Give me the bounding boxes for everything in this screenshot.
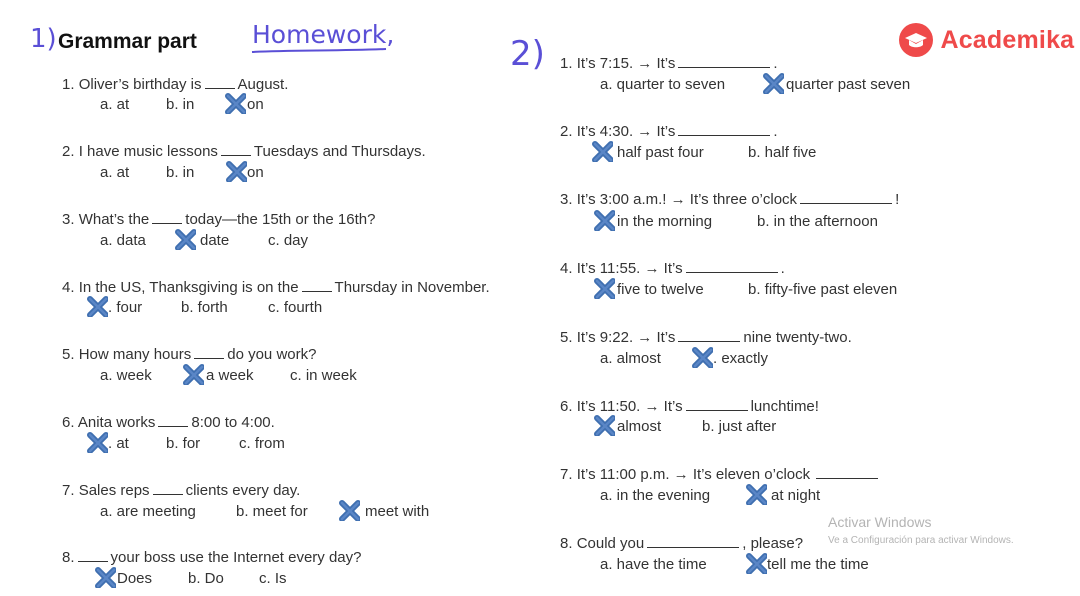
option-selected[interactable]: quarter past seven [786, 76, 911, 93]
section1-title: Grammar part [58, 30, 197, 53]
answer-cross-icon [762, 72, 784, 94]
option[interactable]: c. from [239, 435, 285, 452]
option-selected[interactable]: five to twelve [617, 281, 704, 298]
answer-cross-icon [593, 277, 615, 299]
answer-cross-icon [691, 346, 713, 368]
option[interactable]: c. Is [259, 570, 287, 587]
graduation-cap-icon [898, 22, 934, 58]
option[interactable]: b. forth [181, 299, 228, 316]
logo-text: Academika [940, 25, 1075, 54]
option-selected[interactable]: date [200, 232, 230, 249]
right-question-4: 4. It’s 11:55. → It’s . [560, 260, 785, 277]
left-question-4: 4. In the US, Thanksgiving is on the Thursday in November. [62, 279, 490, 296]
option-selected[interactable]: a week [206, 367, 254, 384]
left-question-7: 7. Sales reps clients every day. [62, 482, 301, 499]
option[interactable]: a. in the evening [600, 487, 711, 504]
option[interactable]: a. week [100, 367, 152, 384]
option-selected[interactable]: meet with [365, 503, 430, 520]
answer-cross-icon [174, 228, 196, 250]
section2-number: 2) [510, 34, 545, 74]
option[interactable]: b. Do [188, 570, 224, 587]
option[interactable]: a. at [100, 164, 130, 181]
option-selected[interactable]: . exactly [713, 350, 769, 367]
option[interactable]: a. are meeting [100, 503, 196, 520]
right-question-1: 1. It’s 7:15. → It’s . [560, 55, 778, 72]
option[interactable]: a. at [100, 96, 130, 113]
right-question-3: 3. It’s 3:00 a.m.! → It’s three o’clock ! [560, 191, 900, 208]
option[interactable]: a. data [100, 232, 146, 249]
answer-cross-icon [94, 566, 116, 588]
option-selected[interactable]: in the morning [617, 213, 713, 230]
left-question-3: 3. What’s the today—the 15th or the 16th? [62, 211, 376, 228]
option-selected[interactable]: on [247, 96, 264, 113]
handwritten-underline [250, 46, 390, 60]
answer-cross-icon [224, 92, 246, 114]
answer-cross-icon [593, 414, 615, 436]
option[interactable]: a. have the time [600, 556, 707, 573]
option[interactable]: b. fifty-five past eleven [748, 281, 898, 298]
option[interactable]: b. half five [748, 144, 817, 161]
handwritten-note: Homework, [252, 20, 395, 49]
watermark-title: Activar Windows [828, 514, 932, 530]
answer-cross-icon [86, 431, 108, 453]
right-question-5: 5. It’s 9:22. → It’s nine twenty-two. [560, 329, 852, 346]
watermark-subtitle: Ve a Configuración para activar Windows. [828, 535, 1014, 546]
option[interactable]: b. meet for [236, 503, 308, 520]
option[interactable]: a. quarter to seven [600, 76, 726, 93]
answer-cross-icon [338, 499, 360, 521]
left-question-5: 5. How many hours do you work? [62, 346, 317, 363]
answer-cross-icon [593, 209, 615, 231]
option[interactable]: c. fourth [268, 299, 323, 316]
option-selected[interactable]: at night [771, 487, 821, 504]
answer-cross-icon [182, 363, 204, 385]
option[interactable]: b. for [166, 435, 201, 452]
right-question-8: 8. Could you , please? [560, 535, 804, 552]
section1-number: 1) [30, 24, 57, 54]
answer-cross-icon [745, 483, 767, 505]
answer-cross-icon [225, 160, 247, 182]
option-selected[interactable]: tell me the time [767, 556, 869, 573]
left-question-8: 8. your boss use the Internet every day? [62, 549, 362, 566]
option-selected[interactable]: . four [108, 299, 143, 316]
option-selected[interactable]: . at [108, 435, 129, 452]
option-selected[interactable]: half past four [617, 144, 704, 161]
option-selected[interactable]: Does [117, 570, 153, 587]
right-question-2: 2. It’s 4:30. → It’s . [560, 123, 778, 140]
option[interactable]: c. in week [290, 367, 357, 384]
option[interactable]: b. just after [702, 418, 777, 435]
option[interactable]: b. in [166, 96, 195, 113]
option[interactable]: a. almost [600, 350, 661, 367]
option-selected[interactable]: almost [617, 418, 662, 435]
option[interactable]: b. in the afternoon [757, 213, 878, 230]
left-question-2: 2. I have music lessons Tuesdays and Thursdays. [62, 143, 426, 160]
answer-cross-icon [86, 295, 108, 317]
answer-cross-icon [745, 552, 767, 574]
option-selected[interactable]: on [247, 164, 264, 181]
option[interactable]: c. day [268, 232, 309, 249]
answer-cross-icon [591, 140, 613, 162]
left-question-1: 1. Oliver’s birthday is August. [62, 76, 289, 93]
option[interactable]: b. in [166, 164, 195, 181]
left-question-6: 6. Anita works 8:00 to 4:00. [62, 414, 275, 431]
academika-logo [898, 22, 1074, 58]
right-question-7: 7. It’s 11:00 p.m. → It’s eleven o’clock [560, 464, 881, 483]
right-question-6: 6. It’s 11:50. → It’s lunchtime! [560, 398, 819, 415]
